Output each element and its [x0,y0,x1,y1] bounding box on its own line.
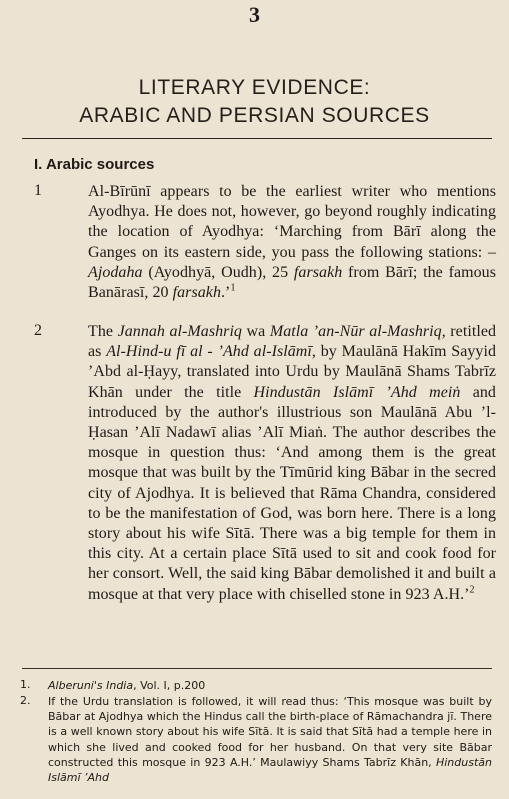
chapter-title-line-1: LITERARY EVIDENCE: [138,76,371,99]
p2-italic-title-2: Matla ’an-Nūr al-Mashriq [269,323,442,340]
p1-text-e: from Bārī; the famous Banārasī, 20 [88,263,497,302]
item-number-1: 1 [34,182,42,199]
footnote-number-1: 1. [20,678,31,691]
fn1-italic: Alberuni's India [48,679,134,692]
p2-text-g: , by Maulānā Hakīm Sayyid ’Abd al-Ḥayy, translated into Urdu by Maulānā Shams Tabrīz Khān under the title [88,343,497,401]
p2-text-c: wa [242,323,270,340]
footnote-1 [48,678,492,693]
p2-italic-title-4: Hindustān Islāmī ’Ahd meiṅ [253,383,461,401]
p1-text-a: Al-Bīrūnī appears to be the earliest writer who mentions Ayodhya. He does not, however, go beyond roughly indicating the location of Ayodhya: ‘Marching from Bārī along the Ganges on its eastern side, you pass the following stations: – [88,183,496,261]
title-divider [22,138,492,139]
chapter-title-line-2: ARABIC AND PERSIAN SOURCES [79,104,430,127]
p1-italic-farsakh-1: farsakh [293,263,343,281]
section-heading: I. Arabic sources [34,156,155,173]
footnote-ref-2[interactable]: 2 [469,584,475,596]
item-number-2: 2 [34,322,42,339]
chapter-number: 3 [249,2,260,27]
fn2-italic: Hindustān Islāmī ’Ahd [48,755,492,785]
p2-text-i: and introduced by the author's illustrious son Maulānā Abu ’l-Ḥasan ’Alī Nadawī alias ’Alī Miaṅ. The author describes the mosque in question thus: ‘And among them is the great mosque that was built by the Tīmūrid king Bābar in the secred city of Ajodhya. It is believed that Rāma Chandra, considered to be the manifestation of God, was born here. There is a long story about his wife Sītā. There was a big temple for them in this city. At a certain place Sītā used to sit and cook food for her consort. Well, the said king Bābar demolished it and built a mosque at that very place with chiselled stone in 923 A.H.’ [88,383,496,603]
paragraph-1 [88,182,496,303]
p2-text-e: , retitled as [88,323,497,361]
p1-italic-ajodaha: Ajodaha [88,263,143,281]
p1-italic-farsakh-2: farsakh [172,284,221,302]
fn2-text: If the Urdu translation is followed, it will read thus: ‘This mosque was built by Bābar at Ajodhya which the Hindus call the birth-place of Rāmachandra jī. There is a well known story about his wife Sītā. It is said that Sītā had a temple here in which she lived and cooked food for her husband. On that very site Bābar constructed this mosque in 923 A.H.’ Maulawiyy Shams Tabrīz Khān, [48,695,492,769]
p2-italic-title-3: Al-Hind-u fī al - ’Ahd al-Islāmī [106,343,312,361]
footnote-number-2: 2. [20,694,31,707]
p1-text-c: (Ayodhyā, Oudh), 25 [142,263,294,281]
p1-text-g: .’ [221,284,231,302]
fn1-text: , Vol. I, p.200 [133,679,206,692]
p2-italic-title-1: Jannah al-Mashriq [117,323,242,340]
p2-text-a: The [88,323,118,340]
footnote-divider [22,668,492,669]
footnote-2 [48,694,492,785]
paragraph-2 [88,322,496,605]
footnote-ref-1[interactable]: 1 [230,282,236,294]
